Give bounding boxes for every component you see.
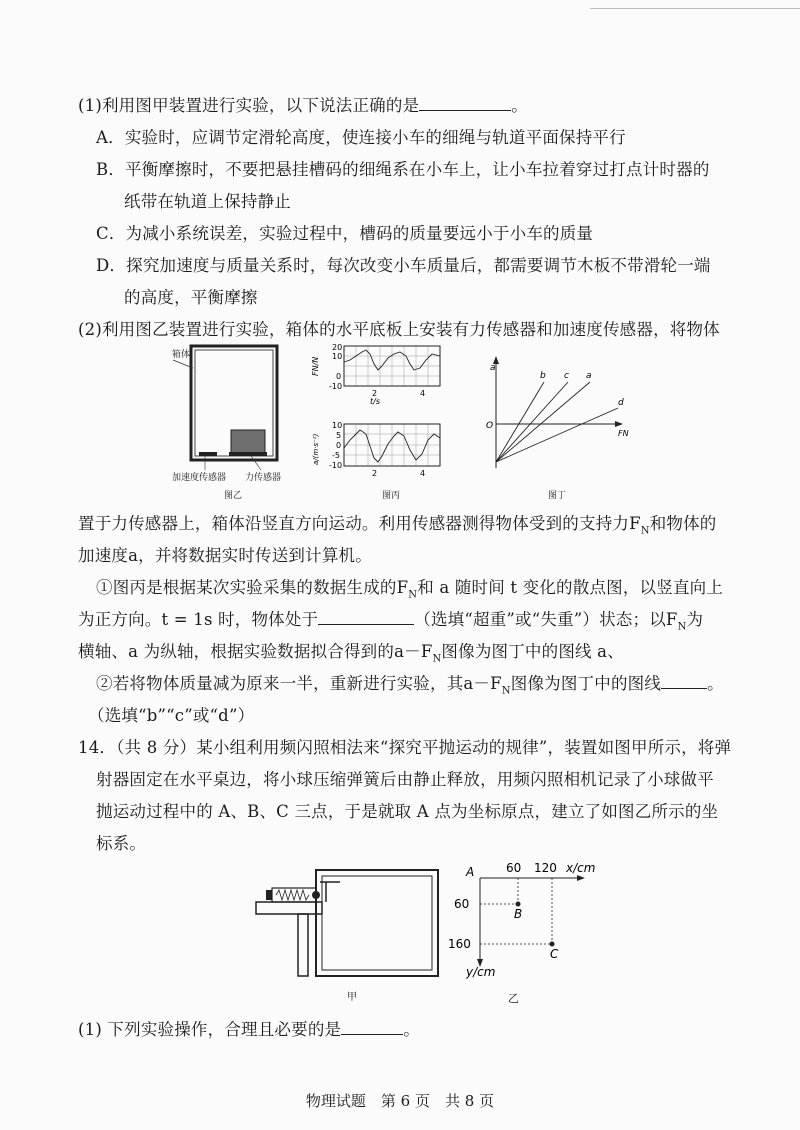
xtick-120: 120	[534, 861, 557, 875]
y-axis-label: y/cm	[466, 965, 496, 979]
q13-sub2-line2: （选填“b”“c”或“d”）	[88, 706, 255, 725]
q14-line4: 标系。	[96, 834, 147, 853]
tick-b5: 5	[336, 431, 342, 440]
line-a	[496, 382, 590, 462]
q13-part1-stem: (1)利用图甲装置进行实验，以下说法正确的是 。	[78, 96, 528, 115]
fig-bing-caption: 图丙	[382, 491, 401, 501]
xtick-2: 2	[372, 389, 378, 398]
q13-part2-line1: (2)利用图乙装置进行实验，箱体的水平底板上安装有力传感器和加速度传感器，将物体	[78, 320, 720, 339]
q13-sub1-line2: 为正方向。t = 1s 时，物体处于 （选填“超重”或“失重”）状态；以$F_N$为	[78, 610, 704, 633]
q13-part2-line3: 加速度a，并将数据实时传送到计算机。	[78, 546, 372, 565]
option-b-line2: 纸带在轨道上保持静止	[124, 192, 291, 211]
ylabel-top: FN/N	[311, 356, 320, 376]
figure-ding-lines	[478, 350, 638, 480]
q13-sub1-line1: ①图丙是根据某次实验采集的数据生成的$F_N$和 a 随时间 t 变化的散点图，以竖直向上	[96, 578, 724, 601]
xtick-60: 60	[506, 861, 522, 875]
ding-xlabel: FN	[618, 429, 629, 438]
point-b-dot	[516, 902, 521, 907]
ytick-60: 60	[454, 897, 470, 911]
xtick-b2: 2	[372, 469, 378, 478]
fig-yi-caption: 图乙	[224, 491, 243, 501]
answer-blank[interactable]	[419, 96, 511, 111]
option-a: A．实验时，应调节定滑轮高度，使连接小车的细绳与轨道平面保持平行	[96, 128, 626, 147]
ylabel-bottom: a/(m·s⁻²)	[312, 433, 320, 465]
fig-yi2-caption: 乙	[508, 992, 519, 1005]
line-b	[496, 382, 544, 462]
tick-bneg10: -10	[329, 461, 343, 470]
page-footer: 物理试题 第 6 页 共 8 页	[305, 1092, 495, 1110]
point-c-label: C	[550, 947, 559, 961]
answer-blank-line[interactable]	[661, 674, 707, 689]
q14-line3: 抛运动过程中的 A、B、C 三点，于是就取 A 点为坐标原点，建立了如图乙所示的坐	[96, 802, 719, 821]
tick-10: 10	[332, 352, 343, 361]
ding-ylabel: a	[490, 363, 496, 373]
figure-yi-box	[165, 340, 285, 490]
line-d	[496, 408, 618, 462]
tick-bneg5: -5	[332, 451, 340, 460]
scan-edge-line	[590, 8, 800, 9]
xtick-4: 4	[420, 389, 426, 398]
option-d-line1: D．探究加速度与质量关系时，每次改变小车质量后，都需要调节木板不带滑轮一端	[96, 256, 711, 275]
answer-blank-q14[interactable]	[341, 1020, 403, 1035]
x-axis-label: x/cm	[566, 861, 596, 875]
xtick-b4: 4	[420, 469, 426, 478]
point-b-label: B	[514, 907, 523, 921]
figure-bing-plots	[310, 340, 450, 480]
label-a: a	[586, 371, 592, 381]
tick-20: 20	[332, 343, 343, 352]
line-c	[496, 382, 568, 462]
q14-part1: (1) 下列实验操作，合理且必要的是 。	[78, 1020, 420, 1039]
point-a-label: A	[466, 865, 475, 879]
label-c: c	[564, 371, 569, 381]
fig-ding-caption: 图丁	[548, 491, 567, 501]
tick-neg10: -10	[329, 382, 343, 391]
q14-line2: 射器固定在水平桌边，将小球压缩弹簧后由静止释放，用频闪照相机记录了小球做平	[96, 770, 714, 789]
ding-origin: O	[486, 421, 494, 431]
q13-sub1-line3: 横轴、a 为纵轴，根据实验数据拟合得到的$a-F_N$图像为图丁中的图线 a、	[78, 642, 624, 665]
box-label: 箱体	[172, 350, 191, 360]
answer-blank-state[interactable]	[318, 610, 414, 625]
figure-yi2-coords	[440, 856, 610, 986]
label-d: d	[618, 398, 624, 408]
point-c-dot	[550, 942, 555, 947]
tick-0: 0	[336, 372, 342, 381]
label-b: b	[540, 371, 546, 381]
tick-b10: 10	[332, 421, 343, 430]
option-c: C．为减小系统误差，实验过程中，槽码的质量要远小于小车的质量	[96, 224, 594, 243]
tick-b0: 0	[336, 441, 342, 450]
q13-sub2-line1: ②若将物体质量减为原来一半，重新进行实验，其$a-F_N$图像为图丁中的图线 。	[96, 674, 724, 697]
option-d-line2: 的高度，平衡摩擦	[124, 288, 258, 307]
acc-sensor-label: 加速度传感器	[172, 473, 227, 483]
ytick-160: 160	[448, 937, 471, 951]
fig-jia-caption: 甲	[347, 992, 357, 1003]
option-b-line1: B．平衡摩擦时，不要把悬挂槽码的细绳系在小车上，让小车拉着穿过打点计时器的	[96, 160, 710, 179]
xlabel-top: t/s	[370, 397, 380, 406]
force-sensor-label: 力传感器	[245, 473, 282, 483]
figure-jia-launcher	[250, 862, 450, 982]
q14-line1: 14．（共 8 分）某小组利用频闪照相法来“探究平抛运动的规律”，装置如图甲所示，将弹	[78, 738, 732, 757]
q13-part2-line2: 置于力传感器上，箱体沿竖直方向运动。利用传感器测得物体受到的支持力$F_N$和物体的	[78, 514, 717, 537]
